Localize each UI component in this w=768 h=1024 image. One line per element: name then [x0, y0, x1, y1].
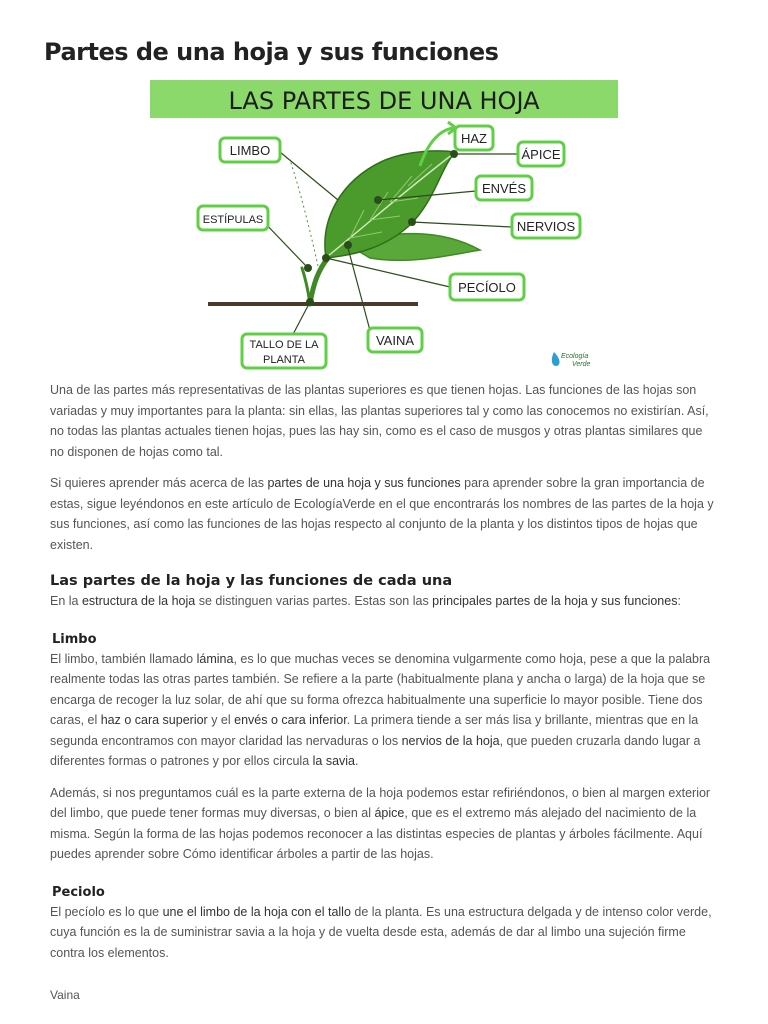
section-paragraph: En la estructura de la hoja se distinguen varias partes. Estas son las principales partes de la hoja y sus funciones: [50, 594, 681, 608]
link-estructura-hoja[interactable]: estructura de la hoja [81, 594, 196, 608]
label-haz [455, 126, 493, 150]
peciolo-heading: Peciolo [52, 884, 105, 900]
svg-text:ESTÍPULAS: ESTÍPULAS [202, 214, 264, 226]
leaf-parts-infographic [150, 80, 618, 370]
svg-text:HAZ: HAZ [461, 131, 487, 146]
link-partes-hoja[interactable]: partes de una hoja y sus funciones [267, 476, 461, 490]
label-apice [518, 142, 564, 166]
svg-text:LIMBO: LIMBO [229, 143, 271, 158]
limbo-paragraph-1: El limbo, también llamado lámina, es lo que muchas veces se denomina vulgarmente como hoja, pese a que la palabra realmente todas las otras partes también. Se refiere a la parte (habitualmente plana y ancha o larga) de la hoja que se encarga de recoger la luz solar, de ahí que su forma ofrezca habitualmente una superficie lo mayor posible. Tiene dos caras, el haz o cara superior y el envés o cara inferior. La primera tiende a ser más lisa y brillante, mientras que en la segunda encontramos con mayor claridad las nervaduras o los nervios de la hoja, que pueden cruzarla dando lugar a diferentes formas o patrones y por ellos circula la savia. [50, 651, 711, 768]
section-heading: Las partes de la hoja y las funciones de cada una [50, 573, 453, 589]
link-principales-partes[interactable]: principales partes de la hoja y sus funciones [432, 594, 678, 608]
label-vaina [368, 328, 422, 352]
next-heading-cut: Vaina [50, 988, 80, 1002]
svg-text:PECÍOLO: PECÍOLO [458, 280, 516, 295]
ecologiaverde-logo [552, 352, 591, 368]
intro-paragraph-2: Si quieres aprender más acerca de las partes de una hoja y sus funciones para aprender sobre la gran importancia de estas, sigue leyéndonos en este artículo de EcologíaVerde en el que encontrarás los nombres de las partes de la hoja y sus funciones, así como las funciones de las hojas respecto al conjunto de la planta y los distintos tipos de hojas que existen. [50, 476, 714, 552]
svg-text:ENVÉS: ENVÉS [481, 181, 527, 196]
label-enves [476, 176, 532, 200]
peciolo-paragraph-1: El pecíolo es lo que une el limbo de la hoja con el tallo de la planta. Es una estructura delgada y de intenso color verde, cuya función es la de suministrar savia a la hoja y de vuelta desde esta, además de dar al limbo una sujeción firme contra los elementos. [50, 904, 712, 960]
svg-text:PLANTA: PLANTA [263, 354, 305, 366]
svg-text:ÁPICE: ÁPICE [521, 147, 561, 162]
limbo-paragraph-2: Además, si nos preguntamos cuál es la parte externa de la hoja podemos estar refiriéndonos, o bien al margen exterior del limbo, que puede tener formas muy diversas, o bien al ápice, que es el extremo más alejado del nacimiento de la misma. Según la forma de las hojas podemos reconocer a las distintas especies de plantas y árboles fácilmente. Aquí puedes aprender sobre Cómo identificar árboles a partir de las hojas. [50, 785, 711, 861]
svg-text:NERVIOS: NERVIOS [516, 219, 576, 234]
label-estipulas [198, 206, 268, 230]
svg-text:VAINA: VAINA [375, 333, 415, 348]
limbo-heading: Limbo [52, 631, 97, 647]
label-peciolo [450, 274, 524, 300]
svg-text:Verde: Verde [572, 361, 591, 368]
infographic-banner-title: LAS PARTES DE UNA HOJA [228, 87, 540, 115]
label-limbo [220, 138, 280, 162]
page-title: Partes de una hoja y sus funciones [44, 38, 499, 66]
intro-paragraph-1: Una de las partes más representativas de las plantas superiores es que tienen hojas. Las funciones de las hojas son variadas y muy importantes para la planta: sin ellas, las plantas superiores tal y como las conocemos no existirían. Así, no todas las plantas actuales tienen hojas, pues las hay sin, como es el caso de musgos y otras plantas similares que no disponen de hojas como tal. [50, 383, 709, 459]
label-nervios [512, 214, 580, 238]
label-tallo [242, 334, 326, 368]
article-body [50, 380, 718, 974]
svg-text:TALLO DE LA: TALLO DE LA [249, 339, 319, 351]
svg-text:Ecología: Ecología [561, 353, 589, 360]
